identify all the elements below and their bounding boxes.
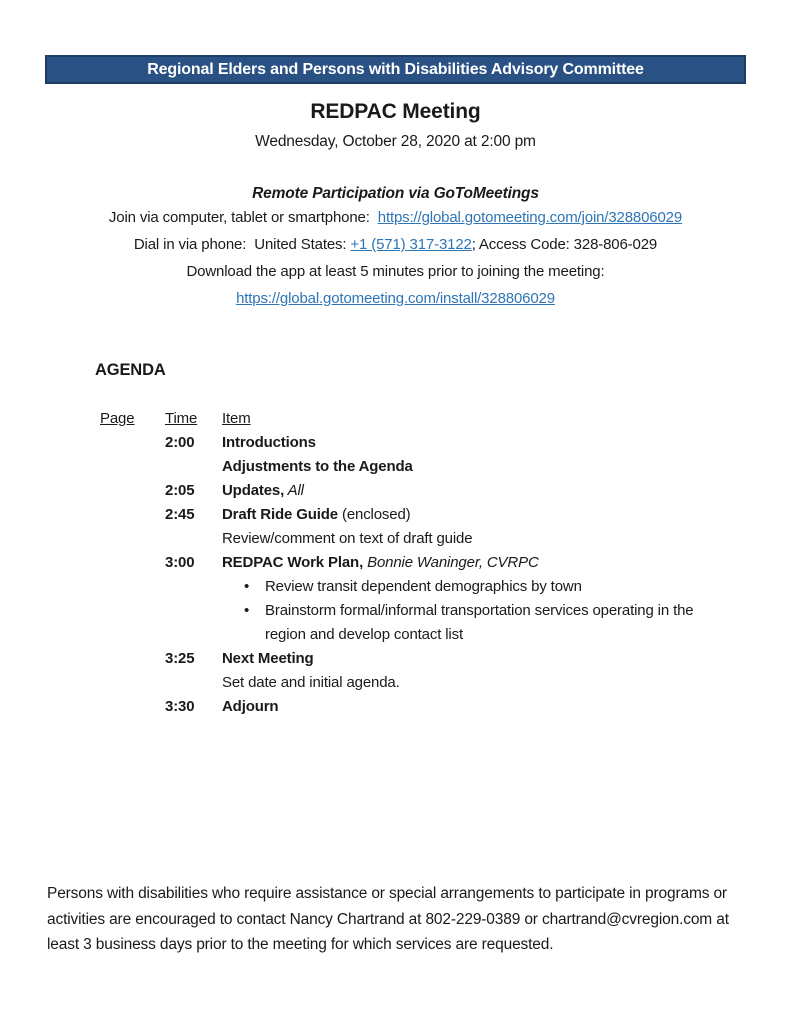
- agenda-item: Adjustments to the Agenda: [222, 458, 413, 475]
- agenda-page-cell: [100, 575, 165, 599]
- agenda-item: Set date and initial agenda.: [222, 674, 400, 691]
- agenda-item: Adjourn: [222, 698, 279, 715]
- agenda-row: [100, 695, 791, 719]
- agenda-row: [100, 527, 791, 551]
- agenda-page-cell: [100, 455, 165, 479]
- agenda-rows: [100, 431, 791, 719]
- agenda-page-cell: [100, 527, 165, 551]
- agenda-time: 2:00: [165, 434, 195, 451]
- committee-banner: [45, 55, 746, 84]
- agenda-page-cell: [100, 647, 165, 671]
- accessibility-notice: Persons with disabilities who require assistance or special arrangements to participate in programs or activities are encouraged to contact Nancy Chartrand at 802-229-0389 or chartrand@cvregion.com at least 3 business days prior to the meeting for which services are requested.: [47, 885, 729, 953]
- dial-line-label: Dial in via phone: United States:: [133, 236, 351, 253]
- agenda-col-time: Time: [165, 410, 198, 427]
- agenda-page-cell: [100, 431, 165, 455]
- agenda-item: REDPAC Work Plan, Bonnie Waninger, CVRPC: [222, 554, 539, 571]
- join-line: [0, 204, 791, 231]
- agenda-time: [165, 527, 222, 551]
- agenda-time: [165, 575, 222, 599]
- join-line-label: Join via computer, tablet or smartphone:: [108, 209, 378, 226]
- meeting-title: REDPAC Meeting: [310, 100, 481, 123]
- install-line: [0, 285, 791, 312]
- agenda-page-cell: [100, 671, 165, 695]
- agenda-time: 2:05: [165, 482, 195, 499]
- agenda-time: [165, 455, 222, 479]
- agenda-page-cell: [100, 695, 165, 719]
- agenda-time: 3:30: [165, 698, 195, 715]
- agenda-row: [100, 455, 791, 479]
- agenda-col-item: Item: [222, 410, 251, 427]
- agenda-item: • Brainstorm formal/informal transportation services operating in the region and develop contact list: [222, 599, 702, 647]
- remote-participation-heading: Remote Participation via GoToMeetings: [252, 185, 539, 202]
- agenda-heading: AGENDA: [95, 361, 166, 379]
- agenda-table: [100, 407, 791, 719]
- agenda-col-page: Page: [100, 410, 135, 427]
- agenda-row: [100, 551, 791, 575]
- agenda-row: [100, 479, 791, 503]
- agenda-page-cell: [100, 599, 165, 647]
- agenda-time: 3:25: [165, 650, 195, 667]
- agenda-time: [165, 599, 222, 647]
- agenda-time: 2:45: [165, 506, 195, 523]
- download-line: [0, 258, 791, 285]
- agenda-item: Updates, All: [222, 482, 304, 499]
- download-line-label: Download the app at least 5 minutes prior to joining the meeting:: [186, 263, 605, 280]
- agenda-row: [100, 431, 791, 455]
- agenda-header-row: [100, 407, 791, 431]
- agenda-item: Draft Ride Guide (enclosed): [222, 506, 411, 523]
- agenda-row: [100, 599, 791, 647]
- agenda-item: Next Meeting: [222, 650, 314, 667]
- agenda-row: [100, 503, 791, 527]
- gotomeeting-join-link[interactable]: https://global.gotomeeting.com/join/328806029: [377, 209, 683, 226]
- meeting-datetime: Wednesday, October 28, 2020 at 2:00 pm: [255, 133, 536, 150]
- access-code-label: ; Access Code: 328-806-029: [471, 236, 658, 253]
- phone-link[interactable]: +1 (571) 317-3122: [350, 236, 472, 253]
- committee-banner-title: Regional Elders and Persons with Disabilities Advisory Committee: [147, 61, 644, 78]
- agenda-item: • Review transit dependent demographics by town: [222, 575, 702, 599]
- gotomeeting-install-link[interactable]: https://global.gotomeeting.com/install/328806029: [236, 290, 555, 307]
- agenda-row: [100, 647, 791, 671]
- agenda-item: Introductions: [222, 434, 316, 451]
- agenda-page-cell: [100, 503, 165, 527]
- agenda-row: [100, 671, 791, 695]
- agenda-page-cell: [100, 551, 165, 575]
- agenda-item: Review/comment on text of draft guide: [222, 530, 473, 547]
- agenda-row: [100, 575, 791, 599]
- dial-line: [0, 231, 791, 258]
- agenda-page-cell: [100, 479, 165, 503]
- remote-participation-section: [0, 184, 791, 312]
- agenda-time: 3:00: [165, 554, 195, 571]
- agenda-time: [165, 671, 222, 695]
